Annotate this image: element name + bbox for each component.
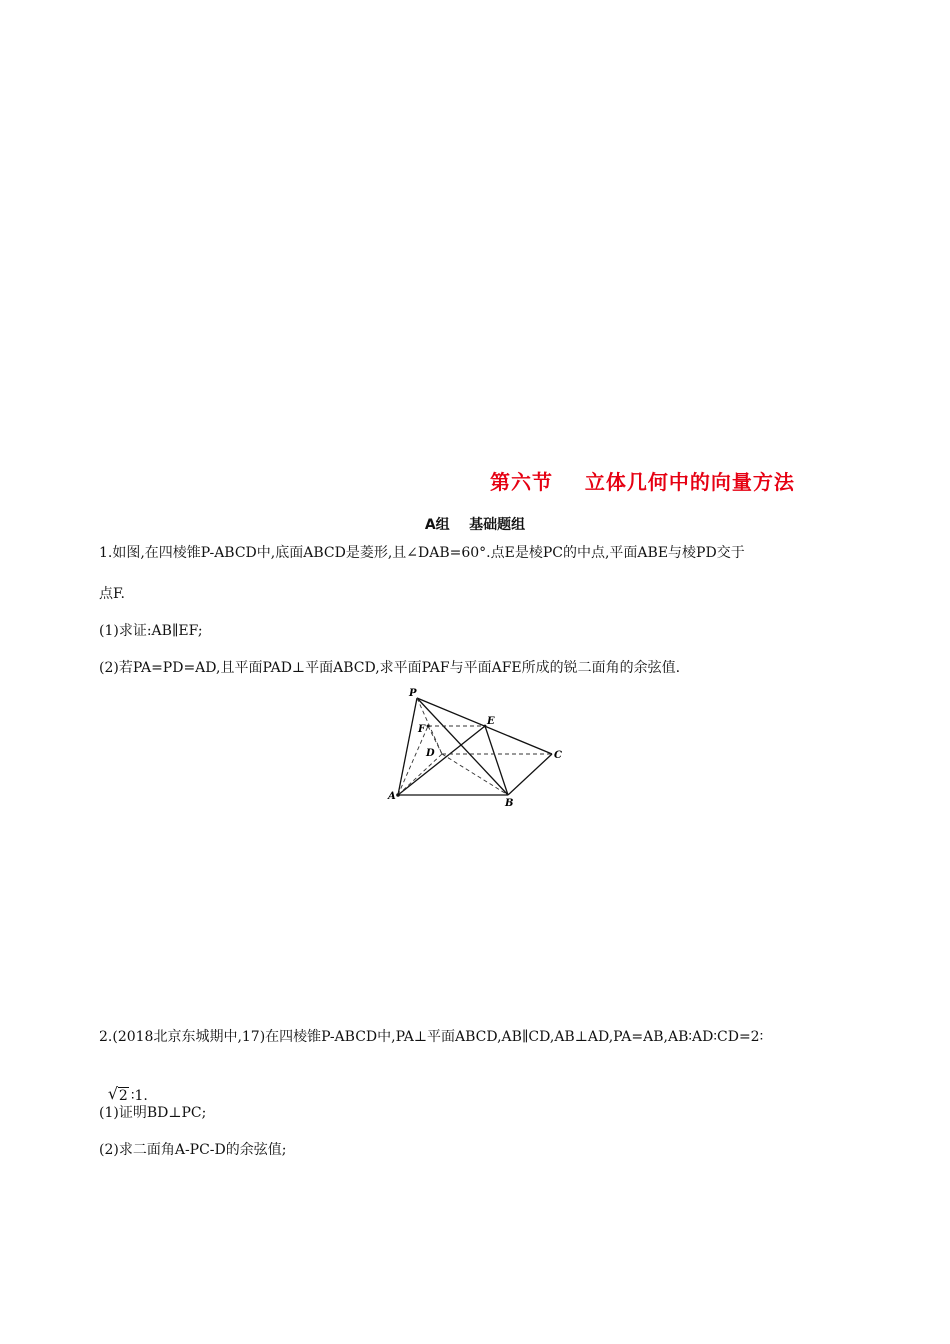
problem1-statement-line1: 1.如图,在四棱锥P-ABCD中,底面ABCD是菱形,且∠DAB=60°.点E是棱PC的中点,平面ABE与棱PD交于: [99, 545, 745, 561]
edge-eb: [485, 726, 508, 795]
problem2-statement-line1: 2.(2018北京东城期中,17)在四棱锥P-ABCD中,PA⊥平面ABCD,AB∥CD,AB⊥AD,PA=AB,AB∶AD∶CD=2∶: [99, 1029, 764, 1045]
edge-af: [398, 726, 428, 795]
ratio-tail: ∶1.: [130, 1088, 148, 1104]
problem2-part1: (1)证明BD⊥PC;: [99, 1105, 207, 1121]
label-p: P: [409, 688, 417, 699]
section-title: 第六节 立体几何中的向量方法: [490, 470, 795, 494]
problem1-statement-line2: 点F.: [99, 586, 125, 602]
edge-bc: [508, 754, 552, 795]
sqrt-expression: √ 2: [107, 1084, 128, 1104]
label-f: F: [418, 724, 426, 735]
pyramid-figure: [380, 682, 580, 812]
group-title: A组 基础题组: [424, 517, 526, 533]
problem1-part2: (2)若PA=PD=AD,且平面PAD⊥平面ABCD,求平面PAF与平面AFE所成的锐二面角的余弦值.: [99, 660, 681, 676]
problem1-part1: (1)求证:AB∥EF;: [99, 623, 203, 639]
label-b: B: [505, 798, 514, 809]
problem2-statement-line2: [99, 1066, 148, 1106]
sqrt-radicand: 2: [118, 1088, 128, 1104]
problem2-part2: (2)求二面角A-PC-D的余弦值;: [99, 1142, 287, 1158]
edge-ae: [398, 726, 485, 795]
edge-pb: [417, 698, 508, 795]
label-a: A: [388, 791, 396, 802]
label-e: E: [487, 716, 495, 727]
label-d: D: [426, 748, 435, 759]
label-c: C: [554, 750, 562, 761]
